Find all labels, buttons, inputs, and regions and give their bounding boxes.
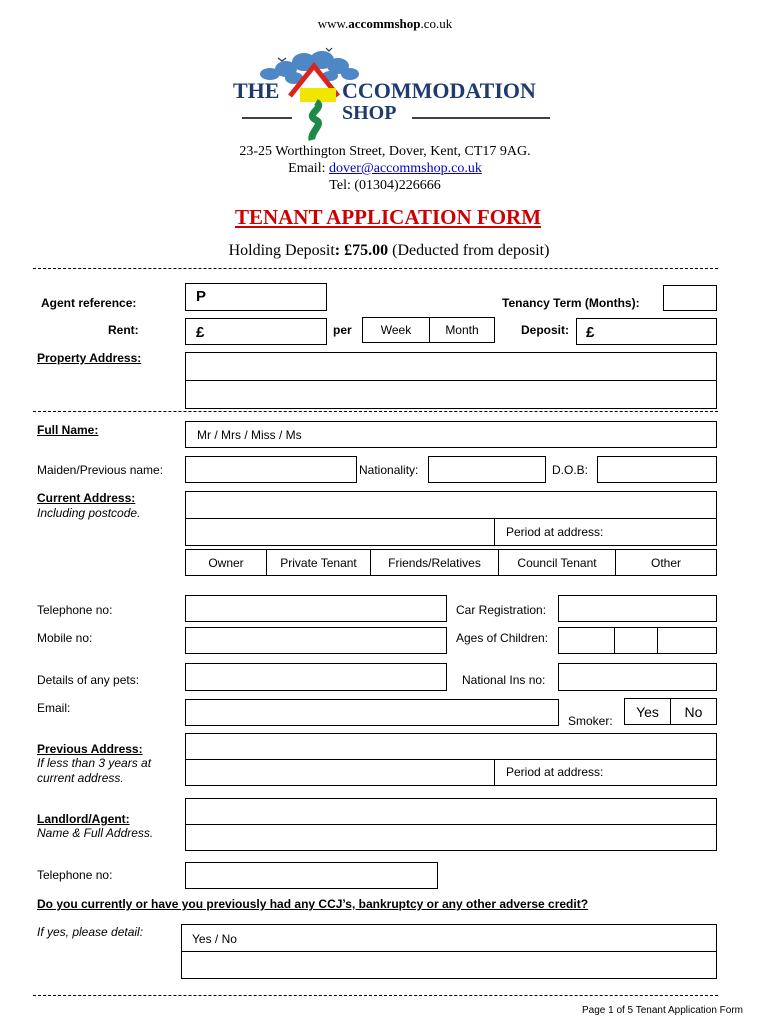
children-age-1[interactable] (558, 627, 615, 654)
ni-label: National Ins no: (462, 673, 546, 687)
page-footer: Page 1 of 5 Tenant Application Form (581, 1005, 743, 1016)
tenancy-term-input[interactable] (663, 285, 717, 311)
mobile-input[interactable] (185, 627, 447, 654)
company-address: 23-25 Worthington Street, Dover, Kent, CT17 9AG. (239, 144, 531, 159)
rent-input[interactable] (185, 318, 327, 345)
divider-middle (33, 411, 718, 412)
previous-period-field[interactable] (494, 759, 717, 786)
current-address-note: Including postcode. (37, 506, 141, 520)
dob-input[interactable] (597, 456, 717, 483)
landlord-telephone-label: Telephone no: (37, 868, 113, 882)
company-email (0, 161, 770, 177)
website-bold: accommshop (348, 16, 421, 31)
car-reg-input[interactable] (558, 595, 717, 622)
logo-shop: SHOP (342, 102, 397, 124)
current-address-line-1[interactable] (185, 491, 717, 519)
previous-address-label: Previous Address: (37, 742, 143, 756)
landlord-address-line-1[interactable] (185, 798, 717, 825)
tenure-other-option[interactable]: Other (615, 549, 717, 576)
children-label: Ages of Children: (456, 631, 549, 645)
tenancy-term-label: Tenancy Term (Months): (502, 296, 640, 310)
current-period-field[interactable] (494, 518, 717, 546)
smoker-yes-option[interactable]: Yes (624, 698, 671, 725)
previous-address-note-1: If less than 3 years at (37, 756, 152, 770)
landlord-address-line-2[interactable] (185, 824, 717, 851)
full-name-label: Full Name: (37, 423, 99, 437)
ccj-options: Yes / No (192, 932, 237, 946)
property-address-line-1[interactable] (185, 352, 717, 381)
agent-ref-value: P (196, 288, 207, 305)
ccj-question: Do you currently or have you previously had any CCJ’s, bankruptcy or any other adverse credit? (37, 897, 589, 911)
website-suffix: .co.uk (420, 16, 453, 31)
agent-ref-input[interactable] (185, 283, 327, 311)
maiden-name-label: Maiden/Previous name: (37, 463, 164, 477)
logo-ccommodation: CCOMMODATION (342, 78, 536, 103)
company-telephone: Tel: (01304)226666 (329, 178, 441, 193)
children-age-2[interactable] (614, 627, 658, 654)
current-period-label: Period at address: (506, 525, 604, 539)
property-address-line-2[interactable] (185, 380, 717, 409)
landlord-telephone-input[interactable] (185, 862, 438, 889)
email-label: Email: (288, 161, 329, 176)
period-week-option[interactable]: Week (362, 317, 430, 343)
company-logo (230, 44, 560, 144)
tenure-council-option[interactable]: Council Tenant (498, 549, 616, 576)
ni-input[interactable] (558, 663, 717, 691)
period-month-option[interactable]: Month (429, 317, 495, 343)
per-label: per (333, 323, 352, 337)
holding-suffix: (Deducted from deposit) (388, 242, 550, 259)
rent-label: Rent: (108, 323, 139, 337)
previous-address-note-2: current address. (37, 771, 124, 785)
divider-top (33, 268, 718, 269)
smoker-label: Smoker: (568, 714, 613, 728)
pets-label: Details of any pets: (37, 673, 140, 687)
dob-label: D.O.B: (552, 463, 589, 477)
nationality-label: Nationality: (359, 463, 419, 477)
deposit-input[interactable] (576, 318, 717, 345)
tenure-friends-option[interactable]: Friends/Relatives (370, 549, 499, 576)
nationality-input[interactable] (428, 456, 546, 483)
tenure-private-option[interactable]: Private Tenant (266, 549, 371, 576)
rent-currency: £ (196, 324, 205, 341)
logo-the: THE (233, 78, 280, 103)
email-input[interactable] (185, 699, 559, 726)
car-reg-label: Car Registration: (456, 603, 547, 617)
current-address-label: Current Address: (37, 491, 136, 505)
ccj-detail-line-2[interactable] (181, 951, 717, 979)
landlord-note: Name & Full Address. (37, 826, 154, 840)
holding-prefix: Holding Deposit (228, 242, 335, 259)
telephone-input[interactable] (185, 595, 447, 622)
holding-deposit (0, 242, 770, 260)
ccj-detail-label: If yes, please detail: (37, 925, 144, 939)
deposit-currency: £ (586, 324, 595, 341)
smoker-no-option[interactable]: No (670, 698, 717, 725)
previous-period-label: Period at address: (506, 765, 604, 779)
website[interactable] (0, 16, 770, 32)
children-age-3[interactable] (657, 627, 717, 654)
form-title: TENANT APPLICATION FORM (234, 205, 542, 229)
mobile-label: Mobile no: (37, 631, 93, 645)
pets-input[interactable] (185, 663, 447, 691)
maiden-name-input[interactable] (185, 456, 357, 483)
title-options: Mr / Mrs / Miss / Ms (197, 428, 302, 442)
divider-bottom (33, 995, 718, 996)
website-prefix: www. (317, 16, 349, 31)
full-name-input[interactable] (185, 421, 717, 448)
holding-amount: : £75.00 (334, 242, 389, 259)
email-link[interactable]: dover@accommshop.co.uk (328, 161, 482, 176)
deposit-label: Deposit: (521, 323, 569, 337)
email-field-label: Email: (37, 701, 71, 715)
property-address-label: Property Address: (37, 351, 142, 365)
tenure-owner-option[interactable]: Owner (185, 549, 267, 576)
agent-ref-label: Agent reference: (41, 296, 137, 310)
landlord-label: Landlord/Agent: (37, 812, 130, 826)
ccj-detail-line-1[interactable] (181, 924, 717, 952)
previous-address-line-1[interactable] (185, 733, 717, 760)
telephone-label: Telephone no: (37, 603, 113, 617)
